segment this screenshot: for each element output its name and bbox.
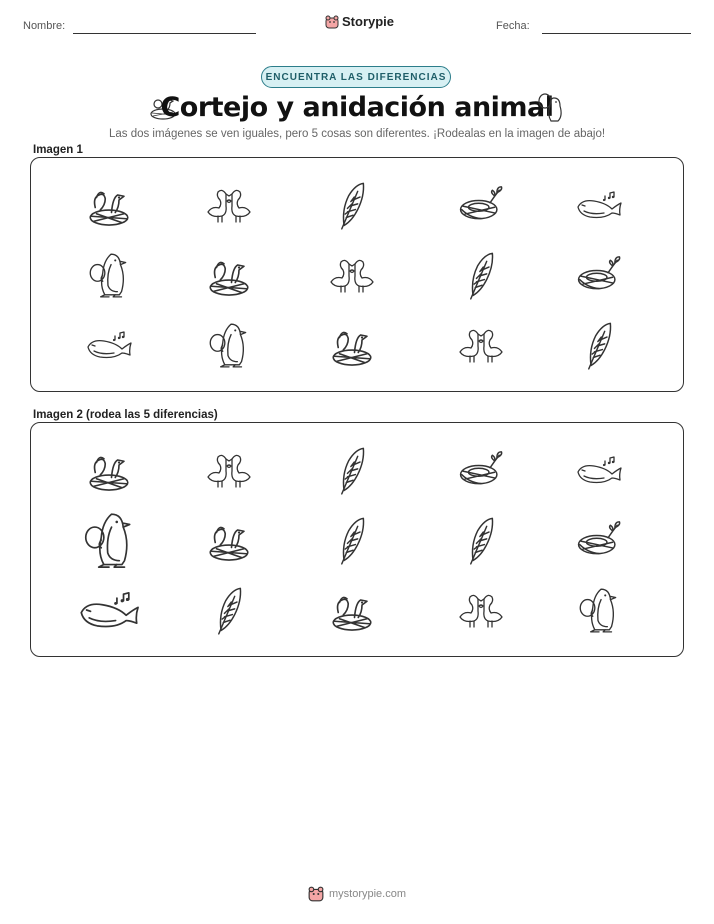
swans-icon bbox=[204, 180, 254, 230]
feather-icon[interactable] bbox=[327, 515, 377, 565]
bird-nest-icon[interactable] bbox=[327, 585, 377, 635]
bird-nest-icon bbox=[327, 320, 377, 370]
bird-nest-icon bbox=[84, 180, 134, 230]
name-line[interactable] bbox=[73, 33, 256, 34]
bird-nest-icon[interactable] bbox=[204, 515, 254, 565]
name-label: Nombre: bbox=[23, 20, 66, 32]
feather-icon[interactable] bbox=[456, 515, 506, 565]
whale-icon[interactable] bbox=[574, 445, 624, 495]
nest-icon[interactable] bbox=[574, 515, 624, 565]
footer-url[interactable]: mystorypie.com bbox=[329, 888, 407, 900]
nest-icon[interactable] bbox=[456, 445, 506, 495]
feather-icon bbox=[327, 180, 377, 230]
whale-icon bbox=[574, 180, 624, 230]
swans-icon[interactable] bbox=[204, 445, 254, 495]
footer bbox=[308, 886, 406, 902]
brand-logo bbox=[325, 14, 394, 29]
activity-badge: ENCUENTRA LAS DIFERENCIAS bbox=[261, 66, 451, 88]
image-1-panel bbox=[30, 157, 684, 392]
bird-nest-icon[interactable] bbox=[84, 445, 134, 495]
whale-icon[interactable] bbox=[76, 577, 142, 643]
mascot-icon bbox=[308, 886, 324, 902]
mascot-icon bbox=[325, 15, 339, 29]
feather-icon[interactable] bbox=[327, 445, 377, 495]
instructions-text: Las dos imágenes se ven iguales, pero 5 cosas son diferentes. ¡Rodealas en la imagen de abajo! bbox=[108, 128, 606, 140]
bird-nest-icon bbox=[204, 250, 254, 300]
penguin-icon bbox=[204, 320, 254, 370]
penguin-decoration-icon bbox=[536, 90, 566, 124]
swans-icon[interactable] bbox=[456, 585, 506, 635]
page-title: Cortejo y anidación animal bbox=[160, 92, 554, 123]
feather-icon bbox=[574, 320, 624, 370]
image-2-panel[interactable] bbox=[30, 422, 684, 657]
feather-icon bbox=[456, 250, 506, 300]
brand-name: Storypie bbox=[342, 14, 395, 29]
whale-icon bbox=[84, 320, 134, 370]
penguin-icon[interactable] bbox=[574, 585, 624, 635]
date-label: Fecha: bbox=[496, 20, 530, 32]
swans-icon bbox=[456, 320, 506, 370]
feather-icon[interactable] bbox=[204, 585, 254, 635]
swans-icon bbox=[327, 250, 377, 300]
penguin-icon[interactable] bbox=[78, 509, 140, 571]
panel-1-label: Imagen 1 bbox=[33, 144, 83, 156]
nest-icon bbox=[574, 250, 624, 300]
penguin-icon bbox=[84, 250, 134, 300]
nest-icon bbox=[456, 180, 506, 230]
panel-2-label: Imagen 2 (rodea las 5 diferencias) bbox=[33, 409, 218, 421]
date-line[interactable] bbox=[542, 33, 691, 34]
